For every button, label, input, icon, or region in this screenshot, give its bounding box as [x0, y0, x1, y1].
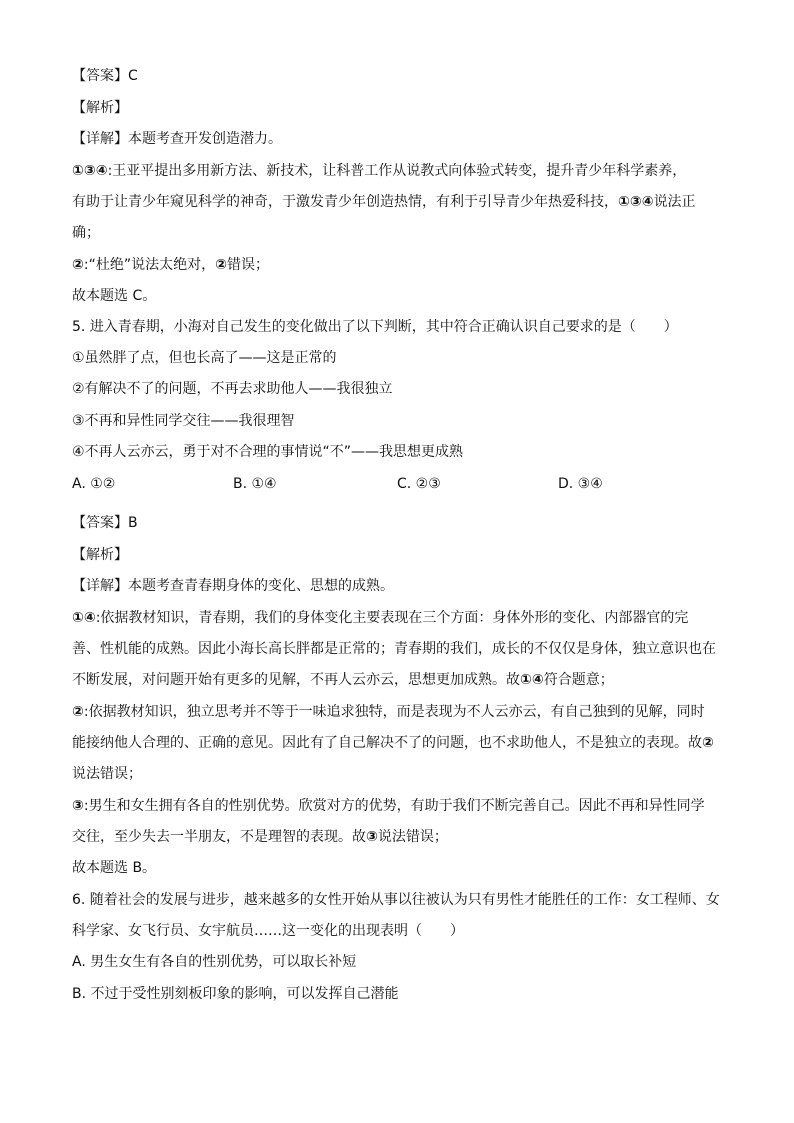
detail-label: 【详解】: [72, 578, 128, 594]
q4-para1-line1: [72, 160, 686, 182]
option-mark: ①③④: [72, 163, 108, 179]
q4-analysis-label: 【解析】: [72, 100, 128, 116]
para-text: 符合题意；: [543, 672, 614, 688]
q5-para1-line2: 善、性机能的成熟。因此小海长高长胖都是正常的；青春期的我们，成长的不仅仅是身体，独立意识也在: [72, 641, 716, 657]
q4-answer: [72, 65, 138, 87]
para-text: :“杜绝”说法太绝对，: [83, 257, 216, 273]
q5-item: ④不再人云亦云，勇于对不合理的事情说“不”——我思想更成熟: [72, 444, 464, 460]
para-text: 说法正: [653, 194, 696, 210]
q6-stem-line1: 6. 随着社会的发展与进步，越来越多的女性开始从事以往被认为只有男性才能胜任的工作：女工程师、女: [72, 892, 720, 908]
q6-option-b: B. 不过于受性别刻板印象的影响，可以发挥自己潜能: [72, 986, 399, 1002]
answer-label: 【答案】: [72, 515, 128, 531]
q5-conclusion: 故本题选 B。: [72, 860, 157, 876]
option-mark: ①④: [72, 610, 96, 626]
para-text: 不断发展，对问题开始有更多的见解，不再人云亦云，思想更加成熟。故: [72, 672, 520, 688]
detail-text: 本题考查青春期身体的变化、思想的成熟。: [128, 578, 394, 594]
q5-para1-line3: [72, 669, 614, 691]
option-mark: ②: [72, 704, 84, 720]
q5-item: ①虽然胖了点，但也长高了——这是正常的: [72, 350, 337, 366]
q5-detail: [72, 575, 394, 597]
detail-label: 【详解】: [72, 131, 128, 147]
q4-detail: [72, 128, 282, 150]
para-text: :王亚平提出多用新方法、新技术，让科普工作从说教式向体验式转变，提升青少年科学素养，: [107, 163, 687, 179]
q4-para1-line3: 确；: [72, 225, 100, 241]
detail-text: 本题考查开发创造潜力。: [128, 131, 282, 147]
q5-para2-line3: 说法错误；: [72, 766, 142, 782]
para-text: 交往，至少失去一半朋友，不是理智的表现。故: [72, 829, 366, 845]
q5-option-d: D. ③④: [558, 476, 603, 492]
q5-item: ②有解决不了的问题，不再去求助他人——我很独立: [72, 381, 393, 397]
answer-value: B: [128, 515, 138, 531]
option-mark: ①④: [520, 672, 544, 688]
option-mark: ②: [215, 257, 227, 273]
para-text: :依据教材知识，青春期，我们的身体变化主要表现在三个方面：身体外形的变化、内部器官的完: [95, 610, 689, 626]
option-mark: ③: [72, 798, 84, 814]
q5-analysis-label: 【解析】: [72, 547, 128, 563]
answer-label: 【答案】: [72, 68, 128, 84]
q5-para3-line1: [72, 795, 705, 817]
q6-stem-line2: 科学家、女飞行员、女宇航员……这一变化的出现表明（ ）: [72, 923, 464, 939]
q5-option-a: A. ①②: [72, 476, 116, 492]
para-text: 错误；: [226, 257, 269, 273]
q6-option-a: A. 男生女生有各自的性别优势，可以取长补短: [72, 954, 357, 970]
q5-para1-line1: [72, 607, 688, 629]
q5-option-b: B. ①④: [233, 476, 277, 492]
option-mark: ②: [702, 735, 714, 751]
answer-value: C: [128, 68, 138, 84]
q5-para3-line2: [72, 826, 448, 848]
q5-item: ③不再和异性同学交往——我很理智: [72, 413, 295, 429]
q4-conclusion: 故本题选 C。: [72, 288, 157, 304]
q5-para2-line1: [72, 701, 705, 723]
q4-para1-line2: [72, 191, 696, 213]
q5-option-c: C. ②③: [397, 476, 441, 492]
q4-para2: [72, 254, 269, 276]
q5-answer: [72, 512, 138, 534]
option-mark: ②: [72, 257, 84, 273]
option-mark: ③: [366, 829, 378, 845]
para-text: 说法错误；: [377, 829, 448, 845]
para-text: 能接纳他人合理的、正确的意见。因此有了自己解决不了的问题，也不求助他人，不是独立的表现。故: [72, 735, 702, 751]
para-text: :男生和女生拥有各自的性别优势。欣赏对方的优势，有助于我们不断完善自己。因此不再和异性同学: [83, 798, 705, 814]
para-text: :依据教材知识，独立思考并不等于一味追求独特，而是表现为不人云亦云，有自己独到的见解，同时: [83, 704, 705, 720]
option-mark: ①③④: [618, 194, 654, 210]
q5-stem: 5. 进入青春期，小海对自己发生的变化做出了以下判断，其中符合正确认识自己要求的是（ ）: [72, 319, 678, 335]
q5-para2-line2: [72, 732, 714, 754]
para-text: 有助于让青少年窥见科学的神奇，于激发青少年创造热情，有利于引导青少年热爱科技，: [72, 194, 618, 210]
